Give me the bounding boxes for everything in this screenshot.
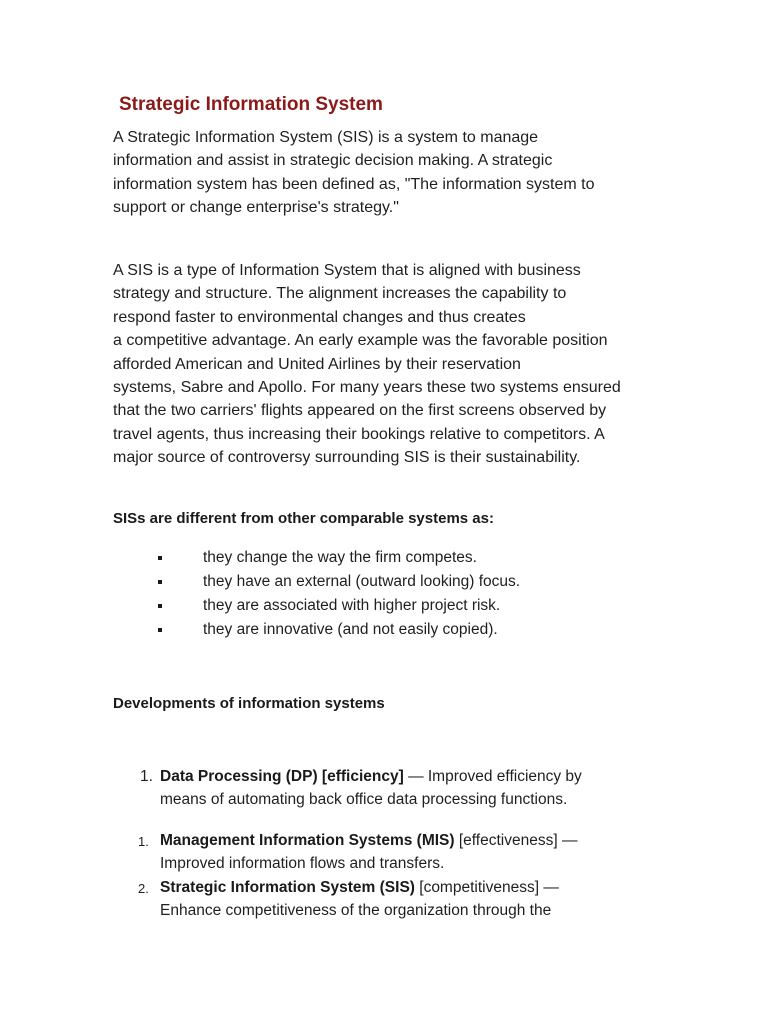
paragraph-line: strategy and structure. The alignment increases the capability to [113,285,567,303]
paragraph-line: major source of controversy surrounding SIS is their sustainability. [113,449,581,467]
paragraph-line: afforded American and United Airlines by their reservation [113,355,521,373]
paragraph-line: systems, Sabre and Apollo. For many years these two systems ensured [113,379,621,397]
list-item-text: they have an external (outward looking) focus. [203,573,521,590]
item-description: [competitiveness] — [414,879,559,896]
sis-differences-heading: SISs are different from other comparable systems as: [113,510,494,527]
paragraph-line: respond faster to environmental changes and thus creates [113,308,526,326]
item-continuation: means of automating back office data processing functions. [160,791,568,809]
bullet-square-icon [158,628,162,632]
developments-heading: Developments of information systems [113,695,385,712]
list-item-text: they are innovative (and not easily copied). [203,621,498,638]
paragraph-line: travel agents, thus increasing their bookings relative to competitors. A [113,425,605,443]
item-number: 2. [138,881,149,896]
item-continuation: Enhance competitiveness of the organization through the [160,902,552,920]
paragraph-line: a competitive advantage. An early example was the favorable position [113,332,608,350]
item-first-line [160,876,559,899]
item-number: 1. [140,768,153,785]
item-first-line [160,765,582,788]
bullet-square-icon [158,580,162,584]
paragraph-line: information system has been defined as, "The information system to [113,175,595,193]
item-description: [effectiveness] — [454,832,578,849]
paragraph-line: information and assist in strategic decision making. A strategic [113,152,553,170]
list-item-text: they change the way the firm competes. [203,549,477,566]
bullet-square-icon [158,604,162,608]
intro-paragraph [113,126,673,220]
item-term: Strategic Information System (SIS) [160,879,415,896]
paragraph-line: that the two carriers' flights appeared on the first screens observed by [113,402,607,420]
page-title: Strategic Information System [119,94,383,115]
paragraph-line: A SIS is a type of Information System that is aligned with business [113,262,581,279]
item-term: Data Processing (DP) [efficiency] [160,768,404,785]
item-continuation: Improved information flows and transfers. [160,855,445,873]
item-term: Management Information Systems (MIS) [160,832,455,849]
sis-description-paragraph [113,259,673,470]
list-item-text: they are associated with higher project risk. [203,597,501,614]
item-description: — Improved efficiency by [403,768,582,785]
item-number: 1. [138,834,149,849]
bullet-square-icon [158,556,162,560]
item-first-line [160,829,577,852]
paragraph-line: A Strategic Information System (SIS) is a system to manage [113,129,539,146]
paragraph-line: support or change enterprise's strategy." [113,199,399,217]
